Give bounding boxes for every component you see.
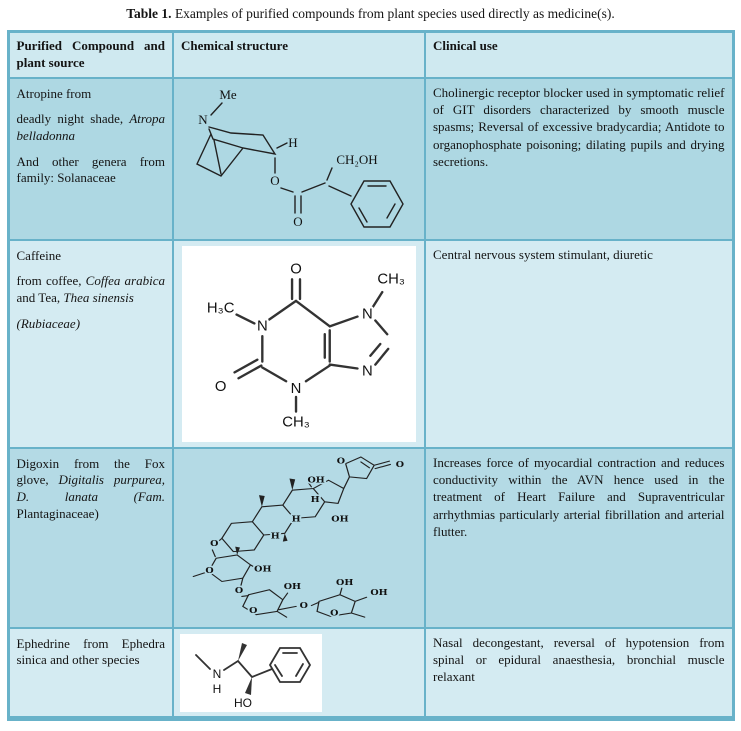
structure-label: O — [270, 172, 280, 188]
structure-label: O — [214, 378, 227, 395]
structure-label: N — [290, 380, 302, 397]
table-caption — [0, 0, 741, 30]
structure-label: N — [362, 306, 373, 323]
paragraph — [17, 86, 166, 103]
structure-label: CH₂OH — [336, 151, 378, 167]
text-run: from coffee, — [16, 273, 86, 289]
text-run: Atropa belladonna — [16, 111, 165, 144]
text-run: (Rubiaceae) — [16, 315, 81, 331]
text-run: Ephedrine from Ephedra sinica and other species — [16, 635, 165, 668]
paragraph — [17, 273, 166, 306]
source-cell — [8, 78, 173, 240]
paragraph — [17, 154, 166, 187]
structure-label: N — [256, 318, 268, 335]
structure-label: O — [290, 261, 302, 278]
column-header-source: Purified Compound and plant source — [8, 32, 173, 78]
structure-label: O — [395, 460, 405, 470]
structure-label: O — [249, 606, 258, 616]
structure-cell — [173, 240, 425, 448]
source-cell — [8, 240, 173, 448]
table-caption-label: Table 1. — [126, 6, 172, 21]
table-row-caffeine — [8, 240, 733, 448]
structure-label: H — [288, 134, 298, 150]
structure-label: O — [293, 213, 303, 229]
structure-label: N — [362, 363, 373, 380]
structure-label: CH₃ — [282, 414, 310, 431]
paragraph — [17, 111, 166, 144]
structure-label: H — [310, 495, 320, 505]
clinical-use-cell: Nasal decongestant, reversal of hypotension from spinal or epidural anaesthesia, bronchial muscle relaxant — [425, 628, 733, 719]
structure-image-background — [180, 634, 322, 712]
structure-label: H — [291, 514, 301, 525]
structure-label: Me — [219, 86, 237, 102]
structure-label: O — [299, 601, 308, 611]
text-run: deadly night shade, — [16, 111, 130, 127]
structure-label: N — [212, 666, 222, 681]
paragraph — [17, 316, 166, 333]
text-run: Atropine from — [16, 85, 92, 101]
table-row-ephedrine — [8, 628, 733, 719]
header-row — [8, 32, 733, 78]
structure-label: H₃C — [206, 300, 235, 317]
table-row-atropine — [8, 78, 733, 240]
structure-image-background — [182, 246, 416, 442]
text-run: And other genera from family: Solanaceae — [16, 153, 165, 186]
structure-label: H — [270, 531, 280, 541]
paragraph — [17, 456, 166, 523]
structure-label: O — [336, 456, 346, 467]
caffeine-structure-image — [185, 248, 413, 440]
text-run — [98, 489, 134, 504]
text-run: Plantaginaceae) — [16, 505, 99, 521]
table-caption-text: Examples of purified compounds from plant species used directly as medicine(s). — [171, 6, 615, 21]
structure-label: HO — [234, 695, 252, 709]
ephedrine-structure-image — [184, 637, 318, 709]
column-header-structure: Chemical structure — [173, 32, 425, 78]
structure-label: CH₃ — [377, 271, 405, 288]
paragraph — [17, 248, 166, 265]
paragraph — [17, 636, 166, 669]
structure-label: OH — [370, 588, 388, 598]
digoxin-structure-image — [180, 452, 418, 618]
column-header-clinical-use: Clinical use — [425, 32, 733, 78]
compounds-table — [7, 30, 735, 721]
clinical-use-cell: Cholinergic receptor blocker used in symptomatic relief of GIT disorders characterized by smooth muscle spasms; Reversal of excessive bradycardia; Antidote to organophosphate poisoning; dilating pupils and drying secretions. — [425, 78, 733, 240]
structure-cell — [173, 628, 425, 719]
clinical-use-cell: Central nervous system stimulant, diuretic — [425, 240, 733, 448]
text-run: (Fam. — [133, 489, 165, 505]
structure-cell — [173, 448, 425, 628]
structure-label: O — [234, 586, 244, 596]
structure-label: N — [198, 111, 208, 127]
text-run: Caffeine — [16, 247, 62, 263]
structure-label: OH — [307, 475, 325, 486]
structure-cell — [173, 78, 425, 240]
clinical-use-cell: Increases force of myocardial contraction and reduces conductivity within the AVN hence used in the treatment of Heart Failure and Supraventricular arrhythmias particularly arterial fibrillation and arterial flutter. — [425, 448, 733, 628]
source-cell — [8, 628, 173, 719]
text-run: Digitalis purpurea, D. lanata — [16, 472, 165, 505]
text-run: Digoxin from the Fox glove, — [16, 455, 165, 488]
structure-label: OH — [331, 514, 349, 525]
structure-label: O — [205, 566, 214, 576]
source-cell — [8, 448, 173, 628]
structure-label: O — [330, 608, 339, 618]
text-run: Thea sinensis — [63, 290, 134, 306]
structure-label: O — [210, 539, 219, 549]
table-row-digoxin — [8, 448, 733, 628]
structure-label: H — [212, 681, 222, 696]
structure-label: OH — [254, 564, 272, 575]
text-run: and Tea, — [16, 290, 64, 306]
structure-label: OH — [336, 578, 354, 588]
text-run: Coffea arabica — [85, 273, 165, 289]
atropine-structure-image — [181, 82, 417, 232]
structure-label: OH — [283, 582, 301, 592]
